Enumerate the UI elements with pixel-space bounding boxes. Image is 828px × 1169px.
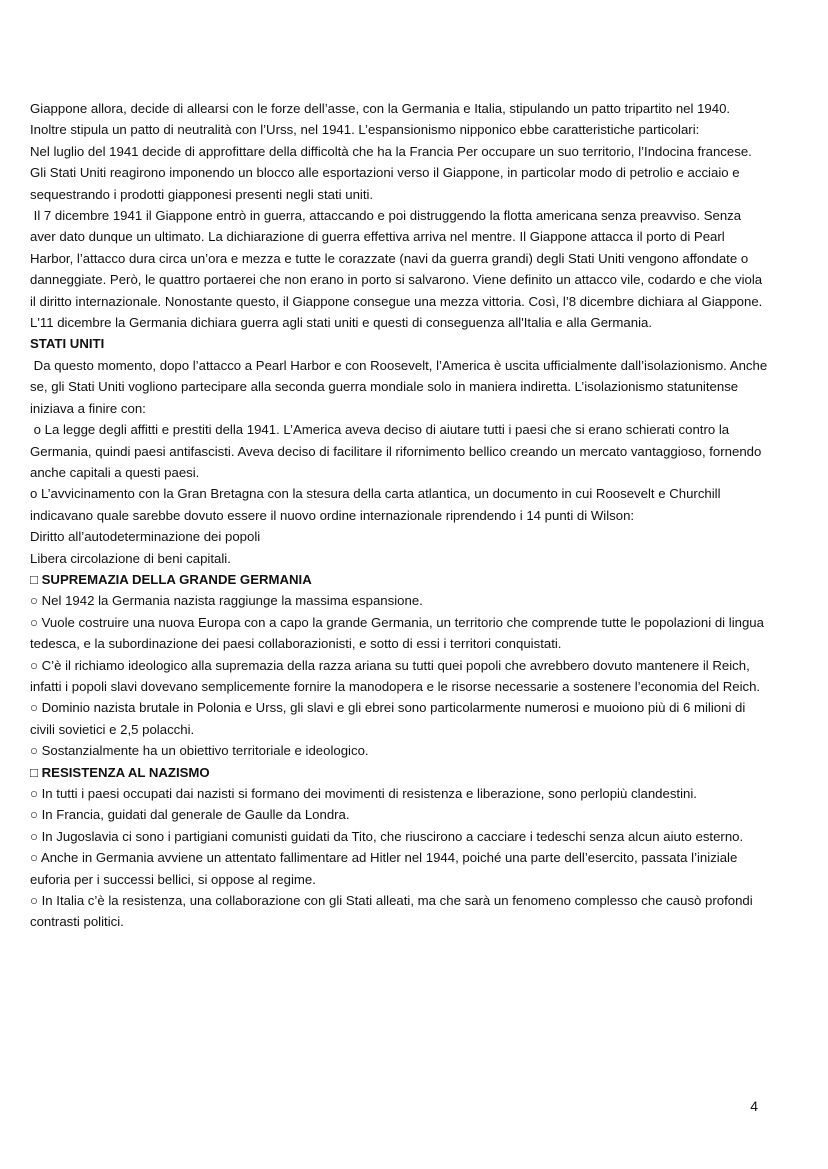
heading-stati-uniti: STATI UNITI <box>30 336 105 352</box>
heading-supremazia-germania: □ SUPREMAZIA DELLA GRANDE GERMANIA <box>30 571 312 587</box>
list-item: ○ Dominio nazista brutale in Polonia e Urss, gli slavi e gli ebrei sono particolarmente numerosi e muoiono più di 6 milioni di civili sovietici e 2,5 polacchi. <box>30 700 749 737</box>
paragraph-isolazionismo: Da questo momento, dopo l’attacco a Pearl Harbor e con Roosevelt, l’America è uscita ufficialmente dall’isolazionismo. Anche se, gli Stati Uniti vogliono partecipare alla seconda guerra mondiale solo in maniera indiretta. L’isolazionismo statunitense iniziava a finire con: <box>30 357 771 416</box>
list-item: ○ Vuole costruire una nuova Europa con a capo la grande Germania, un territorio che comprende tutte le popolazioni di lingua tedesca, e la subordinazione dei paesi collaborazionisti, e sotto di essi i territori conquistati. <box>30 614 768 652</box>
list-item: ○ Sostanzialmente ha un obiettivo territoriale e ideologico. <box>30 743 369 759</box>
list-item: ○ C’è il richiamo ideologico alla supremazia della razza ariana su tutti quei popoli che avrebbero dovuto mantenere il Reich, infatti i popoli slavi dovevano semplicemente fornire la manodopera e le risorse necessarie a sostenere l’economia del Reich. <box>30 657 761 694</box>
page-number: 4 <box>750 1098 758 1114</box>
list-item: ○ In Francia, guidati dal generale de Gaulle da Londra. <box>30 807 350 823</box>
list-item: ○ In Jugoslavia ci sono i partigiani comunisti guidati da Tito, che riuscirono a cacciare i tedeschi senza alcun aiuto esterno. <box>30 828 744 844</box>
list-item: ○ Nel 1942 la Germania nazista raggiunge la massima espansione. <box>30 593 423 609</box>
paragraph-libera-circolazione: Libera circolazione di beni capitali. <box>30 550 231 566</box>
heading-resistenza-nazismo: □ RESISTENZA AL NAZISMO <box>30 764 210 780</box>
paragraph-intro-alliance: Giappone allora, decide di allearsi con le forze dell’asse, con la Germania e Italia, stipulando un patto tripartito nel 1940. Inoltre stipula un patto di neutralità con l’Urss, nel 1941. L’espansionismo nipponico ebbe caratteristiche particolari: <box>30 101 734 138</box>
list-item: ○ In Italia c’è la resistenza, una collaborazione con gli Stati alleati, ma che sarà un fenomeno complesso che causò profondi contrasti politici. <box>30 893 757 930</box>
paragraph-carta-atlantica: o L’avvicinamento con la Gran Bretagna con la stesura della carta atlantica, un documento in cui Roosevelt e Churchill indicavano quale sarebbe dovuto essere il nuovo ordine internazionale riprendendo i 14 punti di Wilson: <box>30 486 725 523</box>
list-item: ○ Anche in Germania avviene un attentato fallimentare ad Hitler nel 1944, poiché una parte dell’esercito, passata l’iniziale euforia per i successi bellici, si oppose al regime. <box>30 850 741 887</box>
paragraph-indocina: Nel luglio del 1941 decide di approfittare della difficoltà che ha la Francia Per occupare un suo territorio, l’Indocina francese. Gli Stati Uniti reagirono imponendo un blocco alle esportazioni verso il Giappone, in particolar modo di petrolio e acciaio e sequestrando i prodotti giapponesi presenti negli stati uniti. <box>30 143 756 202</box>
list-item: ○ In tutti i paesi occupati dai nazisti si formano dei movimenti di resistenza e liberazione, sono perlopiù clandestini. <box>30 786 697 801</box>
document-body <box>30 98 770 933</box>
paragraph-affitti-prestiti: o La legge degli affitti e prestiti della 1941. L’America aveva deciso di aiutare tutti i paesi che si erano schierati contro la Germania, quindi paesi antifascisti. Aveva deciso di facilitare il rifornimento bellico creando un mercato vantaggioso, fornendo anche capitali a questi paesi. <box>30 422 766 480</box>
paragraph-autodeterminazione: Diritto all’autodeterminazione dei popoli <box>30 529 261 545</box>
paragraph-pearl-harbor: Il 7 dicembre 1941 il Giappone entrò in guerra, attaccando e poi distruggendo la flotta americana senza preavviso. Senza aver dato dunque un ultimato. La dichiarazione di guerra effettiva arriva nel mentre. Il Giappone attacca il porto di Pearl Harbor, l’attacco dura circa un’ora e mezza e tutte le corazzate (navi da guerra grandi) degli Stati Uniti vengono affondate o danneggiate. Però, le quattro portaerei che non erano in porto si salvarono. Viene definito un attacco vile, codardo e che viola il diritto internazionale. Nonostante questo, il Giappone consegue una mezza vittoria. Così, l’8 dicembre dichiara al Giappone. L'11 dicembre la Germania dichiara guerra agli stati uniti e questi di conseguenza all'Italia e alla Germania. <box>30 208 766 331</box>
